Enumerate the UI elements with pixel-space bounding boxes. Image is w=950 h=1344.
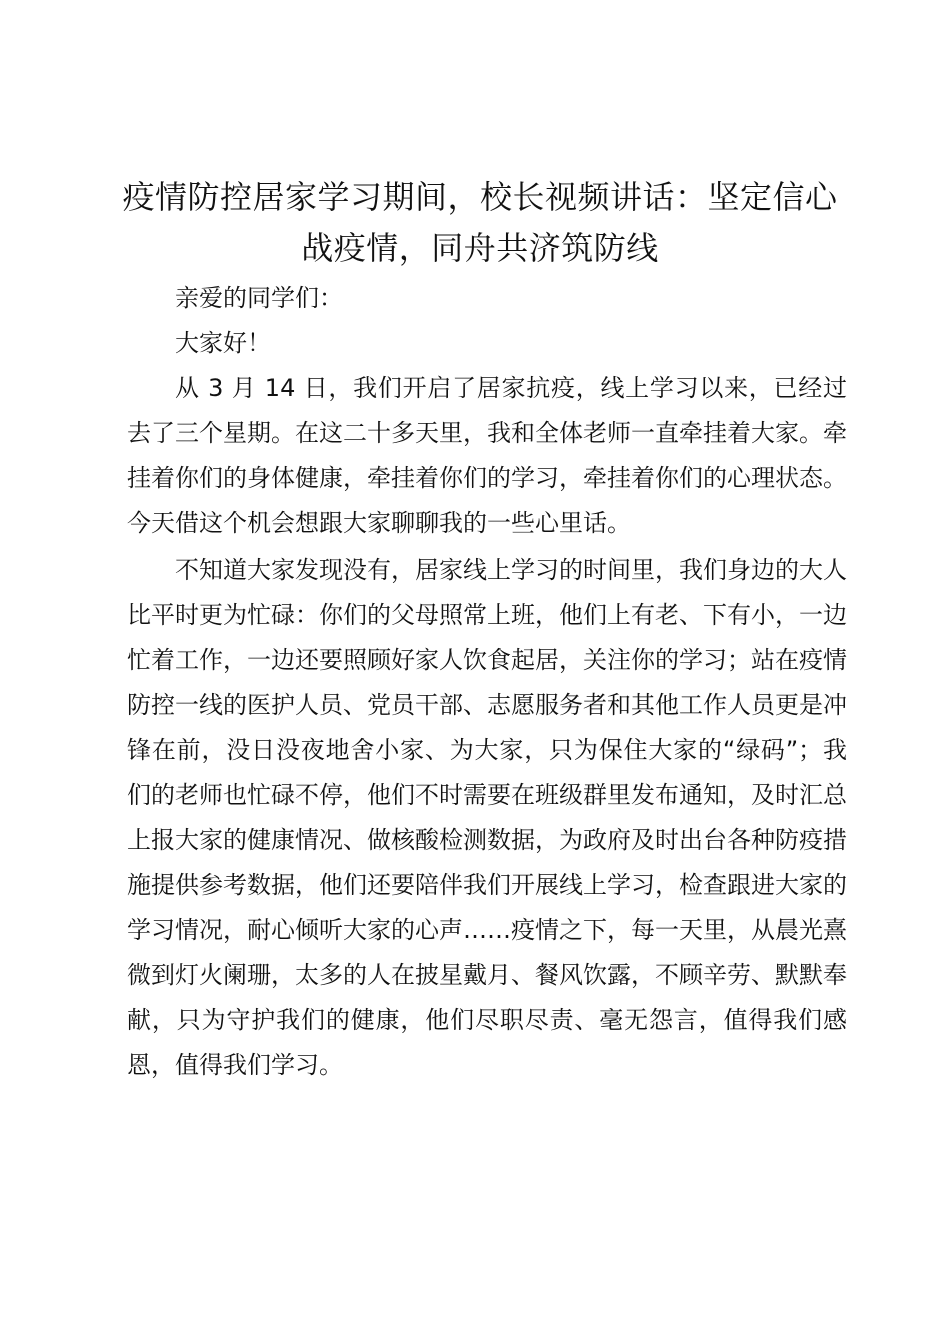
document-title: 疫情防控居家学习期间，校长视频讲话：坚定信心战疫情，同舟共济筑防线 [122, 178, 838, 267]
body-paragraph: 不知道大家发现没有，居家线上学习的时间里，我们身边的大人比平时更为忙碌：你们的父母照常上班，他们上有老、下有小，一边忙着工作，一边还要照顾好家人饮食起居，关注你的学习；站在疫情防控一线的医护人员、党员干部、志愿服务者和其他工作人员更是冲锋在前，没日没夜地舍小家、为大家，只为保住大家的“绿码”；我们的老师也忙碌不停，他们不时需要在班级群里发布通知，及时汇总上报大家的健康情况、做核酸检测数据，为政府及时出台各种防疫措施提供参考数据，他们还要陪伴我们开展线上学习，检查跟进大家的学习情况，耐心倾听大家的心声……疫情之下，每一天里，从晨光熹微到灯火阑珊，太多的人在披星戴月、餐风饮露，不顾辛劳、默默奉献，只为守护我们的健康，他们尽职尽责、毫无怨言，值得我们感恩，值得我们学习。 [127, 556, 847, 1079]
body-paragraph: 从 3 月 14 日，我们开启了居家抗疫，线上学习以来，已经过去了三个星期。在这二十多天里，我和全体老师一直牵挂着大家。牵挂着你们的身体健康，牵挂着你们的学习，牵挂着你们的心理状态。今天借这个机会想跟大家聊聊我的一些心里话。 [127, 374, 847, 537]
greeting-paragraph: 亲爱的同学们： [175, 284, 343, 312]
hello-paragraph: 大家好！ [175, 329, 271, 357]
document-body [127, 276, 847, 1088]
